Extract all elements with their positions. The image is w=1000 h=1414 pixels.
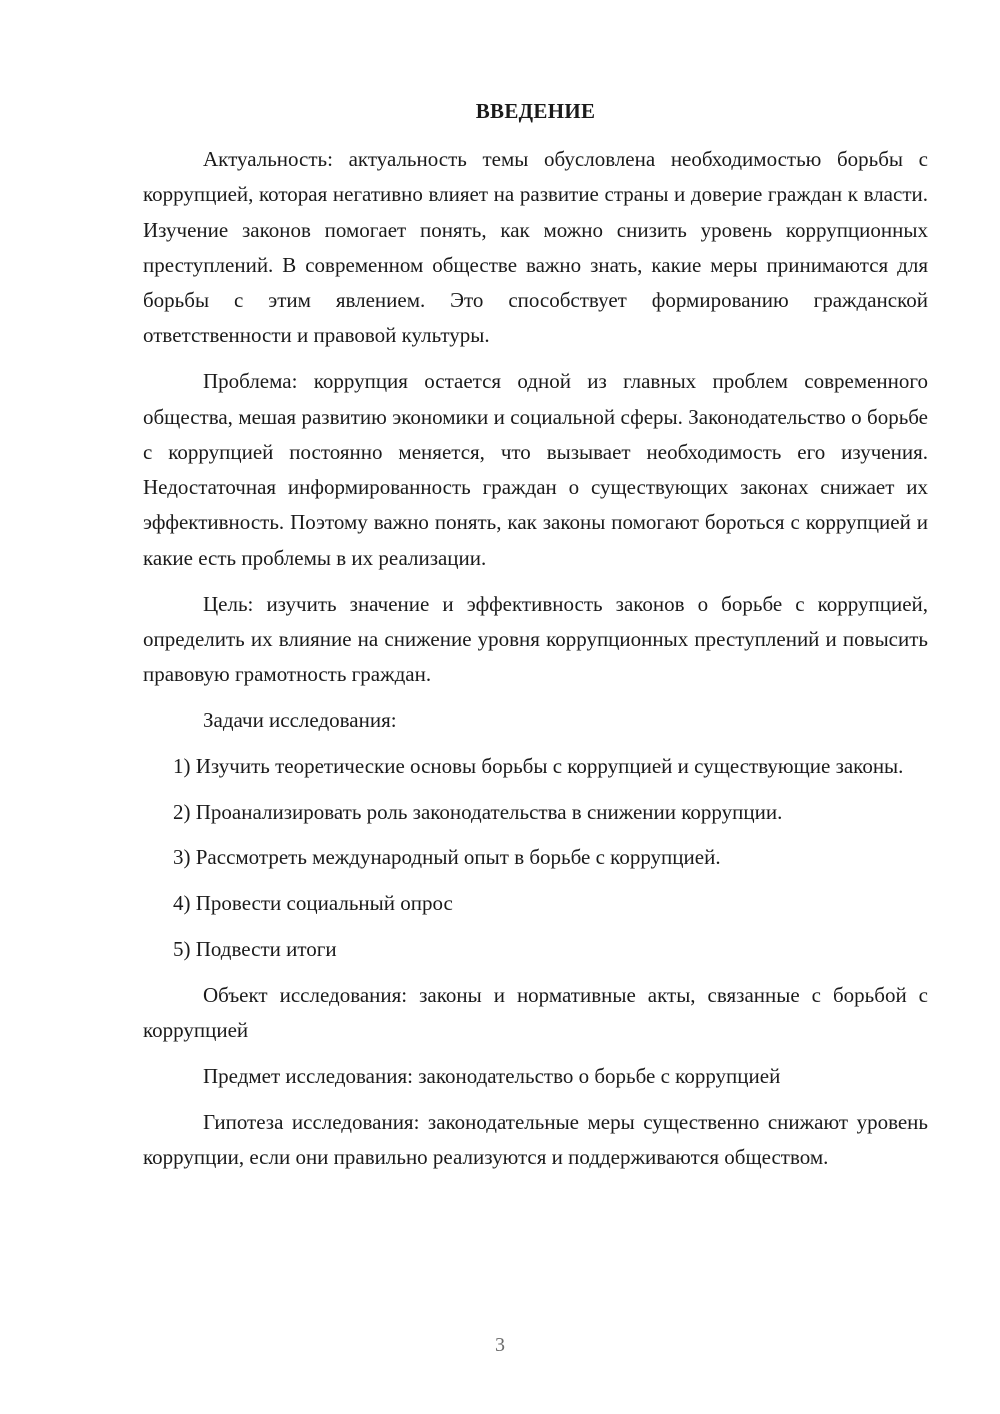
document-page — [143, 96, 928, 1175]
paragraph-relevance: Актуальность: актуальность темы обусловлена необходимостью борьбы с коррупцией, которая негативно влияет на развитие страны и доверие граждан к власти. Изучение законов помогает понять, как можно снизить уровень коррупционных преступлений. В современном обществе важно знать, какие меры принимаются для борьбы с этим явлением. Это способствует формированию гражданской ответственности и правовой культуры. — [143, 147, 928, 348]
page-number: 3 — [495, 1334, 505, 1356]
task-item-3: 3) Рассмотреть международный опыт в борьбе с коррупцией. — [173, 845, 721, 870]
paragraph-problem: Проблема: коррупция остается одной из главных проблем современного общества, мешая развитию экономики и социальной сферы. Законодательство о борьбе с коррупцией постоянно меняется, что вызывает необходимость его изучения. Недостаточная информированность граждан о существующих законах снижает их эффективность. Поэтому важно понять, как законы помогают бороться с коррупцией и какие есть проблемы в их реализации. — [143, 369, 928, 570]
task-item-1: 1) Изучить теоретические основы борьбы с коррупцией и существующие законы. — [173, 753, 904, 778]
task-item-5: 5) Подвести итоги — [173, 936, 337, 961]
paragraph-goal: Цель: изучить значение и эффективность законов о борьбе с коррупцией, определить их влияние на снижение уровня коррупционных преступлений и повысить правовую грамотность граждан. — [143, 591, 928, 687]
paragraph-object: Объект исследования: законы и нормативные акты, связанные с борьбой с коррупцией — [143, 982, 928, 1043]
paragraph-tasks-heading: Задачи исследования: — [203, 707, 397, 732]
task-item-4: 4) Провести социальный опрос — [173, 891, 453, 916]
section-title: ВВЕДЕНИЕ — [475, 99, 596, 123]
paragraph-hypothesis: Гипотеза исследования: законодательные меры существенно снижают уровень коррупции, если они правильно реализуются и поддерживаются обществом. — [143, 1109, 928, 1169]
paragraph-subject: Предмет исследования: законодательство о борьбе с коррупцией — [203, 1063, 781, 1088]
task-item-2: 2) Проанализировать роль законодательства в снижении коррупции. — [173, 799, 783, 824]
